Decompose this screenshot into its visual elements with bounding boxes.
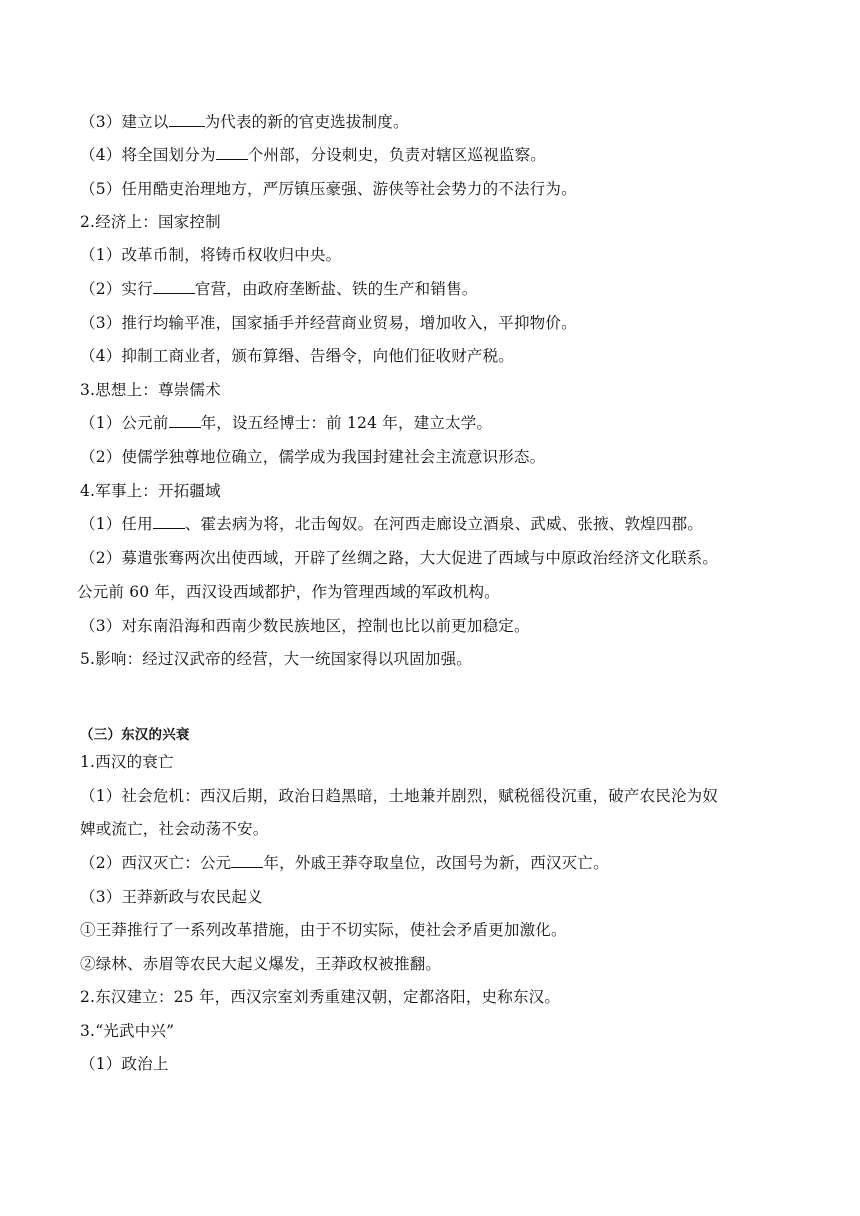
text-line: 公元前 60 年，西汉设西域都护，作为管理西域的军政机构。 (77, 583, 500, 601)
text-line (80, 112, 409, 132)
section-title: （三）东汉的兴衰 (80, 727, 190, 743)
text-line (80, 413, 492, 433)
text-segment: 为代表的新的官吏选拔制度。 (204, 113, 409, 131)
text-line (80, 145, 546, 165)
text-line (80, 853, 609, 873)
fill-in-blank (216, 145, 248, 160)
text-segment: （2）实行 (80, 280, 153, 298)
fill-in-blank (169, 112, 205, 127)
text-line: （5）任用酷吏治理地方，严厉镇压豪强、游侠等社会势力的不法行为。 (80, 180, 577, 198)
fill-in-blank (153, 514, 185, 529)
section-heading: 3.思想上：尊崇儒术 (80, 381, 221, 399)
text-segment: （1）公元前 (80, 414, 169, 432)
fill-in-blank (153, 279, 195, 294)
text-segment: 、霍去病为将，北击匈奴。在河西走廊设立酒泉、武威、张掖、敦煌四郡。 (184, 515, 703, 533)
text-line: （3）对东南沿海和西南少数民族地区，控制也比以前更加稳定。 (80, 617, 530, 635)
text-line: （1）政治上 (80, 1055, 169, 1073)
section-heading: 2.东汉建立：25 年，西汉宗室刘秀重建汉朝，定都洛阳，史称东汉。 (80, 988, 561, 1006)
text-line: （3）推行均输平准，国家插手并经营商业贸易，增加收入，平抑物价。 (80, 314, 577, 332)
text-line: ①王莽推行了一系列改革措施，由于不切实际，使社会矛盾更加激化。 (80, 921, 567, 939)
fill-in-blank (169, 413, 201, 428)
text-segment: （4）将全国划分为 (80, 146, 216, 164)
text-line: （2）募遣张骞两次出使西域，开辟了丝绸之路，大大促进了西域与中原政治经济文化联系。 (80, 549, 719, 567)
section-heading: 5.影响：经过汉武帝的经营，大一统国家得以巩固加强。 (80, 650, 472, 668)
text-line: （1）社会危机：西汉后期，政治日趋黑暗，土地兼并剧烈，赋税徭役沉重，破产农民沦为奴 (80, 787, 719, 805)
text-segment: （2）西汉灭亡：公元 (80, 854, 232, 872)
text-segment: 年，外戚王莽夺取皇位，改国号为新，西汉灭亡。 (263, 854, 609, 872)
text-segment: 年，设五经博士：前 124 年，建立太学。 (200, 414, 493, 432)
section-heading: 3.“光武中兴” (80, 1022, 175, 1040)
fill-in-blank (231, 853, 263, 868)
section-heading: 2.经济上：国家控制 (80, 213, 221, 231)
text-segment: （3）建立以 (80, 113, 169, 131)
section-heading: 4.军事上：开拓疆域 (80, 482, 221, 500)
text-segment: 个州部，分设刺史，负责对辖区巡视监察。 (247, 146, 546, 164)
text-line (80, 514, 703, 534)
text-line: （3）王莽新政与农民起义 (80, 888, 263, 906)
text-line: （4）抑制工商业者，颁布算缗、告缗令，向他们征收财产税。 (80, 347, 514, 365)
text-line (80, 279, 477, 299)
text-segment: （1）任用 (80, 515, 153, 533)
text-line: ②绿林、赤眉等农民大起义爆发，王莽政权被推翻。 (80, 955, 442, 973)
text-segment: 官营，由政府垄断盐、铁的生产和销售。 (194, 280, 478, 298)
text-line: （1）改革币制，将铸币权收归中央。 (80, 246, 342, 264)
text-line: 婢或流亡，社会动荡不安。 (80, 820, 269, 838)
section-heading: 1.西汉的衰亡 (80, 753, 174, 771)
text-line: （2）使儒学独尊地位确立，儒学成为我国封建社会主流意识形态。 (80, 448, 546, 466)
